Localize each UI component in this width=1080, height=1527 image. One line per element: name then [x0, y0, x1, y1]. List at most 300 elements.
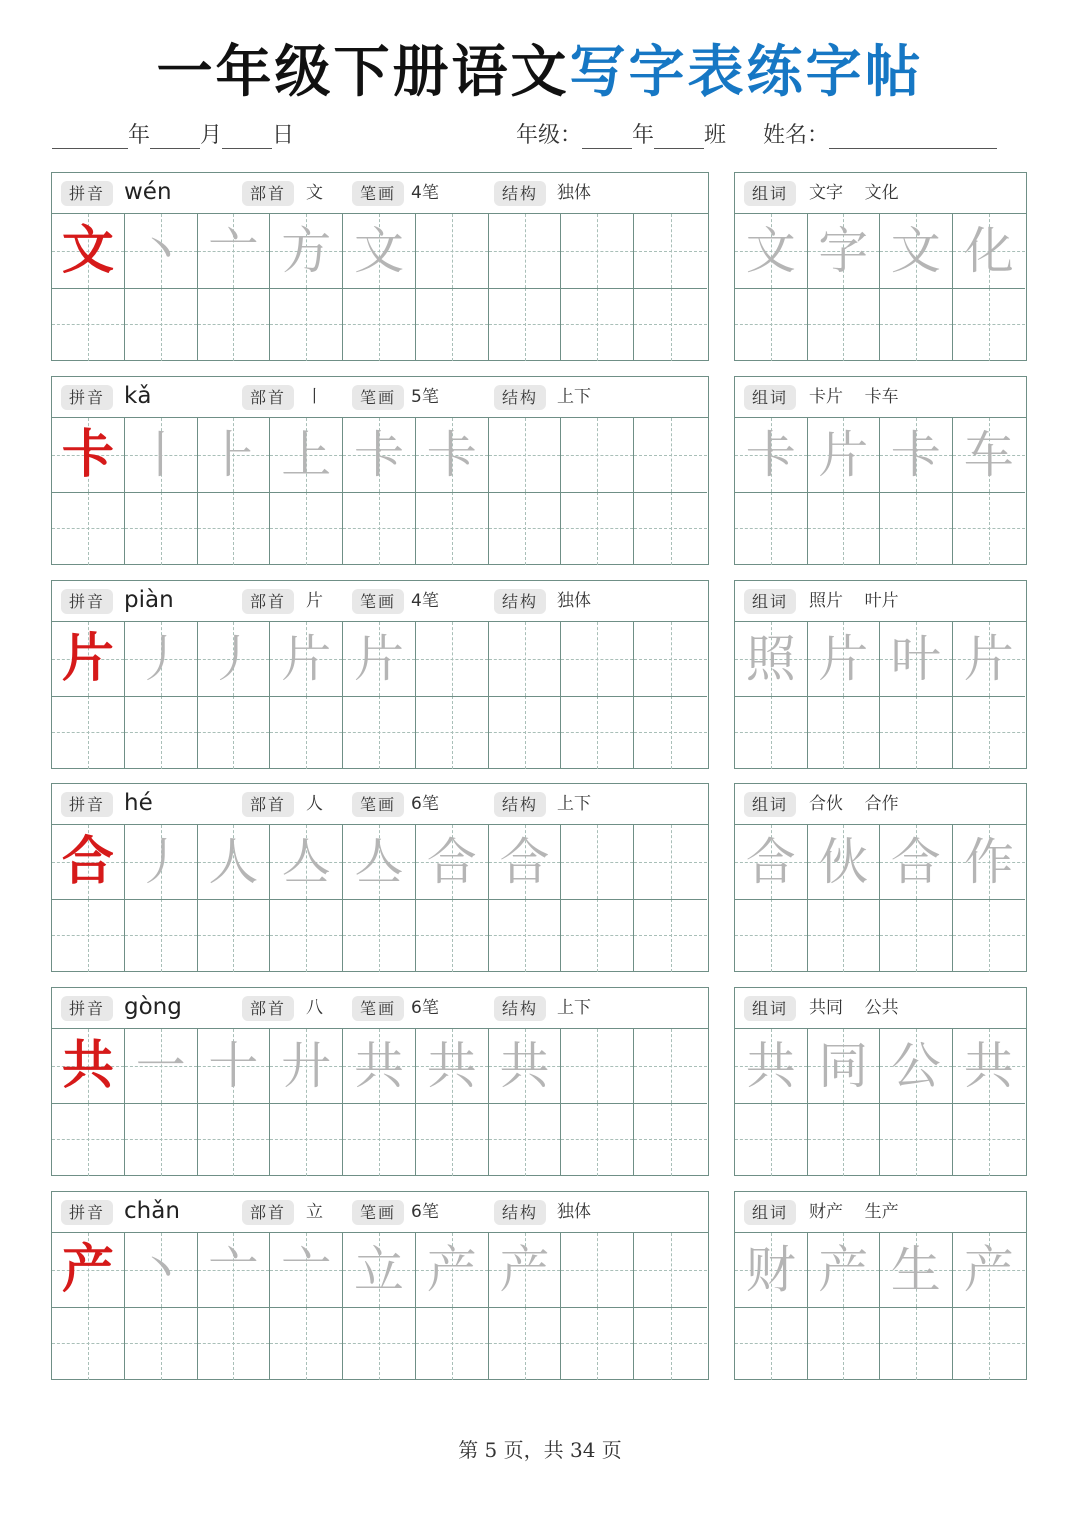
writing-cell[interactable] — [561, 1307, 634, 1381]
writing-cell[interactable] — [808, 899, 881, 973]
words-value: 共同 公共 — [809, 998, 899, 1018]
writing-cell[interactable] — [561, 696, 634, 770]
writing-cell[interactable] — [52, 1103, 125, 1177]
guide-line-vertical — [671, 1103, 672, 1177]
writing-cell[interactable] — [52, 1307, 125, 1381]
stroke-order-step: 亼 — [353, 832, 404, 891]
radical-value: 人 — [306, 794, 323, 814]
writing-cell[interactable] — [343, 825, 416, 899]
writing-cell[interactable] — [634, 288, 707, 362]
writing-cell[interactable] — [198, 1233, 271, 1307]
writing-cell[interactable] — [343, 492, 416, 566]
strokes-value: 6笔 — [411, 794, 439, 814]
structure-value: 独体 — [557, 183, 591, 203]
stroke-order-step: 合 — [426, 832, 477, 891]
stroke-order-step: 方 — [281, 221, 332, 280]
writing-cell[interactable] — [52, 825, 125, 899]
grade-label: 年级： — [516, 123, 583, 148]
pinyin-tag: 拼音 — [61, 1200, 113, 1225]
writing-cell[interactable] — [561, 418, 634, 492]
guide-line-vertical — [88, 1103, 89, 1177]
writing-cell[interactable] — [416, 1307, 489, 1381]
guide-line-vertical — [916, 696, 917, 770]
model-character: 产 — [61, 1238, 114, 1300]
writing-cell[interactable] — [343, 418, 416, 492]
writing-cell[interactable] — [198, 492, 271, 566]
writing-cell[interactable] — [561, 1103, 634, 1177]
writing-cell[interactable] — [489, 418, 562, 492]
guide-line-vertical — [525, 1103, 526, 1177]
writing-cell[interactable] — [561, 1233, 634, 1307]
writing-cell[interactable] — [489, 622, 562, 696]
writing-cell[interactable] — [953, 418, 1026, 492]
writing-cell[interactable] — [880, 288, 953, 362]
writing-cell[interactable] — [735, 492, 808, 566]
writing-cell[interactable] — [880, 696, 953, 770]
guide-line-vertical — [771, 899, 772, 973]
writing-cell[interactable] — [808, 1233, 881, 1307]
writing-cell[interactable] — [52, 492, 125, 566]
writing-cell[interactable] — [125, 1233, 198, 1307]
writing-cell[interactable] — [808, 1029, 881, 1103]
word-trace-character: 作 — [963, 832, 1014, 891]
writing-cell[interactable] — [880, 622, 953, 696]
writing-cell[interactable] — [52, 1029, 125, 1103]
writing-cell[interactable] — [343, 1103, 416, 1177]
stroke-order-step: 丨 — [135, 425, 186, 484]
guide-line-vertical — [597, 1233, 598, 1307]
writing-grid — [735, 418, 1025, 565]
writing-cell[interactable] — [270, 1029, 343, 1103]
writing-cell[interactable] — [125, 622, 198, 696]
writing-cell[interactable] — [343, 696, 416, 770]
stroke-order-step: 合 — [499, 832, 550, 891]
guide-line-vertical — [916, 1307, 917, 1381]
writing-cell[interactable] — [489, 1307, 562, 1381]
writing-cell[interactable] — [880, 214, 953, 288]
words-tag: 组词 — [744, 385, 796, 410]
writing-cell[interactable] — [198, 1029, 271, 1103]
words-header — [735, 581, 1026, 622]
writing-cell[interactable] — [880, 1233, 953, 1307]
radical-tag: 部首 — [242, 181, 294, 206]
guide-line-vertical — [379, 1103, 380, 1177]
writing-cell[interactable] — [343, 214, 416, 288]
writing-cell[interactable] — [561, 899, 634, 973]
writing-cell[interactable] — [735, 1103, 808, 1177]
writing-cell[interactable] — [735, 288, 808, 362]
words-header — [735, 1192, 1026, 1233]
guide-line-vertical — [671, 1233, 672, 1307]
word-trace-character: 生 — [890, 1240, 941, 1299]
guide-line-vertical — [671, 492, 672, 566]
words-panel — [734, 783, 1027, 972]
strokes-value: 4笔 — [411, 591, 439, 611]
char-info-header — [52, 1192, 708, 1233]
writing-cell[interactable] — [489, 1233, 562, 1307]
writing-cell[interactable] — [270, 214, 343, 288]
guide-line-vertical — [452, 288, 453, 362]
guide-line-vertical — [671, 288, 672, 362]
guide-line-vertical — [671, 214, 672, 288]
writing-cell[interactable] — [953, 1233, 1026, 1307]
writing-cell[interactable] — [416, 214, 489, 288]
writing-cell[interactable] — [634, 492, 707, 566]
strokes-tag: 笔画 — [352, 181, 404, 206]
writing-cell[interactable] — [953, 622, 1026, 696]
writing-cell[interactable] — [561, 622, 634, 696]
writing-cell[interactable] — [489, 288, 562, 362]
writing-cell[interactable] — [125, 1103, 198, 1177]
guide-line-vertical — [989, 288, 990, 362]
writing-cell[interactable] — [489, 696, 562, 770]
writing-cell[interactable] — [561, 492, 634, 566]
writing-cell[interactable] — [634, 825, 707, 899]
date-line — [52, 118, 294, 154]
month-label: 月 — [200, 123, 223, 148]
word-trace-character: 合 — [890, 832, 941, 891]
structure-tag: 结构 — [494, 1200, 546, 1225]
writing-cell[interactable] — [343, 1029, 416, 1103]
writing-cell[interactable] — [880, 492, 953, 566]
radical-tag: 部首 — [242, 589, 294, 614]
writing-grid — [52, 214, 707, 361]
writing-cell[interactable] — [198, 1103, 271, 1177]
writing-cell[interactable] — [953, 492, 1026, 566]
word-trace-character: 化 — [963, 221, 1014, 280]
writing-cell[interactable] — [489, 825, 562, 899]
word-trace-character: 字 — [818, 221, 869, 280]
pinyin-value: chǎn — [124, 1198, 180, 1224]
strokes-tag: 笔画 — [352, 385, 404, 410]
structure-tag: 结构 — [494, 385, 546, 410]
writing-cell[interactable] — [343, 1233, 416, 1307]
word-trace-character: 财 — [745, 1240, 796, 1299]
writing-cell[interactable] — [52, 418, 125, 492]
guide-line-vertical — [233, 1103, 234, 1177]
radical-tag: 部首 — [242, 996, 294, 1021]
writing-cell[interactable] — [808, 696, 881, 770]
guide-line-vertical — [525, 622, 526, 696]
page-title — [0, 38, 1080, 108]
writing-cell[interactable] — [343, 1307, 416, 1381]
writing-cell[interactable] — [198, 825, 271, 899]
guide-line-vertical — [161, 492, 162, 566]
char-panel — [51, 783, 709, 972]
writing-cell[interactable] — [270, 418, 343, 492]
word-trace-character: 叶 — [890, 629, 941, 688]
writing-cell[interactable] — [735, 825, 808, 899]
writing-cell[interactable] — [735, 214, 808, 288]
writing-cell[interactable] — [125, 418, 198, 492]
writing-cell[interactable] — [634, 1029, 707, 1103]
stroke-order-step: 卡 — [353, 425, 404, 484]
writing-cell[interactable] — [735, 418, 808, 492]
writing-cell[interactable] — [52, 288, 125, 362]
writing-cell[interactable] — [561, 1029, 634, 1103]
writing-cell[interactable] — [561, 214, 634, 288]
writing-cell[interactable] — [416, 696, 489, 770]
strokes-value: 4笔 — [411, 183, 439, 203]
writing-cell[interactable] — [343, 899, 416, 973]
words-header — [735, 377, 1026, 418]
writing-cell[interactable] — [125, 825, 198, 899]
writing-cell[interactable] — [953, 825, 1026, 899]
writing-cell[interactable] — [198, 696, 271, 770]
writing-cell[interactable] — [416, 418, 489, 492]
word-trace-character: 片 — [963, 629, 1014, 688]
writing-cell[interactable] — [198, 899, 271, 973]
radical-tag: 部首 — [242, 792, 294, 817]
writing-cell[interactable] — [808, 288, 881, 362]
writing-cell[interactable] — [880, 1029, 953, 1103]
guide-line-vertical — [771, 492, 772, 566]
writing-cell[interactable] — [270, 492, 343, 566]
writing-cell[interactable] — [634, 899, 707, 973]
guide-line-vertical — [597, 1103, 598, 1177]
writing-cell[interactable] — [416, 288, 489, 362]
words-value: 合伙 合作 — [809, 794, 899, 814]
grade-blank[interactable] — [582, 120, 632, 149]
pinyin-value: hé — [124, 790, 153, 816]
writing-cell[interactable] — [416, 1233, 489, 1307]
writing-cell[interactable] — [416, 899, 489, 973]
writing-cell[interactable] — [808, 825, 881, 899]
writing-cell[interactable] — [198, 1307, 271, 1381]
writing-cell[interactable] — [953, 1029, 1026, 1103]
guide-line-vertical — [771, 696, 772, 770]
writing-cell[interactable] — [953, 214, 1026, 288]
writing-cell[interactable] — [489, 1103, 562, 1177]
writing-cell[interactable] — [735, 1029, 808, 1103]
writing-cell[interactable] — [634, 1103, 707, 1177]
stroke-order-step: 上 — [281, 425, 332, 484]
words-value: 财产 生产 — [809, 1202, 899, 1222]
words-header — [735, 173, 1026, 214]
writing-cell[interactable] — [953, 696, 1026, 770]
class-label: 班 — [704, 123, 727, 148]
guide-line-vertical — [452, 1307, 453, 1381]
stroke-order-step: 十 — [208, 1036, 259, 1095]
writing-cell[interactable] — [270, 288, 343, 362]
guide-line-vertical — [597, 622, 598, 696]
guide-line-vertical — [161, 288, 162, 362]
writing-cell[interactable] — [343, 622, 416, 696]
guide-line-vertical — [379, 696, 380, 770]
guide-line-vertical — [161, 1307, 162, 1381]
writing-cell[interactable] — [270, 899, 343, 973]
guide-line-vertical — [306, 899, 307, 973]
month-blank[interactable] — [150, 120, 200, 149]
pinyin-tag: 拼音 — [61, 792, 113, 817]
writing-cell[interactable] — [735, 1233, 808, 1307]
writing-cell[interactable] — [808, 492, 881, 566]
structure-tag: 结构 — [494, 589, 546, 614]
guide-line-vertical — [671, 1029, 672, 1103]
model-character: 片 — [61, 627, 114, 689]
char-panel — [51, 172, 709, 361]
pinyin-tag: 拼音 — [61, 996, 113, 1021]
word-trace-character: 合 — [745, 832, 796, 891]
writing-cell[interactable] — [808, 1307, 881, 1381]
stroke-order-step: 共 — [426, 1036, 477, 1095]
writing-cell[interactable] — [953, 288, 1026, 362]
structure-value: 上下 — [557, 794, 591, 814]
structure-tag: 结构 — [494, 792, 546, 817]
writing-cell[interactable] — [198, 622, 271, 696]
char-info-header — [52, 173, 708, 214]
writing-cell[interactable] — [270, 1233, 343, 1307]
radical-value: 立 — [306, 1202, 323, 1222]
writing-cell[interactable] — [270, 1103, 343, 1177]
writing-cell[interactable] — [735, 1307, 808, 1381]
writing-cell[interactable] — [416, 492, 489, 566]
writing-cell[interactable] — [125, 696, 198, 770]
structure-tag: 结构 — [494, 181, 546, 206]
year-blank[interactable] — [52, 120, 128, 149]
writing-cell[interactable] — [125, 899, 198, 973]
stroke-order-step: 亠 — [281, 1240, 332, 1299]
writing-cell[interactable] — [735, 899, 808, 973]
words-header — [735, 784, 1026, 825]
guide-line-vertical — [989, 696, 990, 770]
guide-line-vertical — [597, 1307, 598, 1381]
class-blank[interactable] — [654, 120, 704, 149]
writing-cell[interactable] — [198, 288, 271, 362]
writing-cell[interactable] — [198, 418, 271, 492]
writing-cell[interactable] — [416, 1029, 489, 1103]
guide-line-vertical — [843, 696, 844, 770]
word-trace-character: 共 — [745, 1036, 796, 1095]
writing-cell[interactable] — [953, 1307, 1026, 1381]
writing-cell[interactable] — [52, 214, 125, 288]
guide-line-vertical — [233, 899, 234, 973]
stroke-order-step: ⺊ — [208, 425, 259, 484]
stroke-order-step: 丿 — [135, 832, 186, 891]
writing-cell[interactable] — [561, 288, 634, 362]
writing-cell[interactable] — [489, 214, 562, 288]
words-tag: 组词 — [744, 996, 796, 1021]
row-divider — [52, 288, 707, 289]
writing-cell[interactable] — [52, 622, 125, 696]
words-panel — [734, 172, 1027, 361]
char-panel — [51, 376, 709, 565]
writing-cell[interactable] — [634, 622, 707, 696]
stroke-order-step: 亠 — [208, 221, 259, 280]
writing-cell[interactable] — [634, 696, 707, 770]
writing-cell[interactable] — [880, 899, 953, 973]
words-panel — [734, 376, 1027, 565]
writing-cell[interactable] — [125, 214, 198, 288]
model-character: 合 — [61, 830, 114, 892]
guide-line-vertical — [88, 899, 89, 973]
char-panel — [51, 987, 709, 1176]
row-divider — [735, 696, 1025, 697]
word-trace-character: 文 — [890, 221, 941, 280]
pinyin-value: piàn — [124, 587, 174, 613]
guide-line-vertical — [452, 622, 453, 696]
writing-cell[interactable] — [634, 1307, 707, 1381]
row-divider — [52, 1307, 707, 1308]
writing-cell[interactable] — [561, 825, 634, 899]
stroke-order-step: 一 — [135, 1036, 186, 1095]
writing-cell[interactable] — [880, 825, 953, 899]
guide-line-vertical — [452, 696, 453, 770]
guide-line-vertical — [525, 214, 526, 288]
writing-cell[interactable] — [953, 1103, 1026, 1177]
writing-cell[interactable] — [634, 214, 707, 288]
guide-line-vertical — [88, 1307, 89, 1381]
writing-cell[interactable] — [125, 492, 198, 566]
writing-cell[interactable] — [270, 622, 343, 696]
strokes-value: 6笔 — [411, 1202, 439, 1222]
writing-cell[interactable] — [735, 622, 808, 696]
writing-cell[interactable] — [634, 1233, 707, 1307]
guide-line-vertical — [771, 288, 772, 362]
writing-cell[interactable] — [880, 1307, 953, 1381]
char-info-header — [52, 377, 708, 418]
structure-value: 上下 — [557, 998, 591, 1018]
writing-cell[interactable] — [416, 825, 489, 899]
writing-cell[interactable] — [735, 696, 808, 770]
writing-cell[interactable] — [880, 418, 953, 492]
writing-cell[interactable] — [416, 622, 489, 696]
writing-cell[interactable] — [808, 214, 881, 288]
writing-cell[interactable] — [270, 825, 343, 899]
writing-cell[interactable] — [489, 899, 562, 973]
pinyin-value: kǎ — [124, 383, 152, 409]
radical-value: 丨 — [306, 387, 323, 407]
writing-cell[interactable] — [52, 1233, 125, 1307]
writing-cell[interactable] — [270, 696, 343, 770]
writing-cell[interactable] — [52, 899, 125, 973]
writing-cell[interactable] — [270, 1307, 343, 1381]
guide-line-vertical — [671, 825, 672, 899]
words-value: 卡片 卡车 — [809, 387, 899, 407]
row-divider — [52, 696, 707, 697]
writing-cell[interactable] — [634, 418, 707, 492]
day-blank[interactable] — [222, 120, 272, 149]
writing-cell[interactable] — [808, 418, 881, 492]
stroke-order-step: 文 — [353, 221, 404, 280]
guide-line-vertical — [671, 418, 672, 492]
words-tag: 组词 — [744, 181, 796, 206]
writing-cell[interactable] — [880, 1103, 953, 1177]
word-trace-character: 片 — [818, 629, 869, 688]
writing-cell[interactable] — [198, 214, 271, 288]
stroke-order-step: 亠 — [208, 1240, 259, 1299]
strokes-tag: 笔画 — [352, 1200, 404, 1225]
writing-cell[interactable] — [489, 1029, 562, 1103]
writing-cell[interactable] — [489, 492, 562, 566]
guide-line-vertical — [597, 214, 598, 288]
writing-cell[interactable] — [125, 288, 198, 362]
guide-line-vertical — [916, 1103, 917, 1177]
row-divider — [52, 492, 707, 493]
pinyin-tag: 拼音 — [61, 181, 113, 206]
guide-line-vertical — [843, 1307, 844, 1381]
writing-cell[interactable] — [416, 1103, 489, 1177]
writing-cell[interactable] — [808, 1103, 881, 1177]
writing-cell[interactable] — [953, 899, 1026, 973]
writing-cell[interactable] — [125, 1029, 198, 1103]
name-blank[interactable] — [829, 120, 997, 149]
writing-cell[interactable] — [808, 622, 881, 696]
writing-cell[interactable] — [52, 696, 125, 770]
writing-cell[interactable] — [343, 288, 416, 362]
writing-cell[interactable] — [125, 1307, 198, 1381]
guide-line-vertical — [671, 899, 672, 973]
